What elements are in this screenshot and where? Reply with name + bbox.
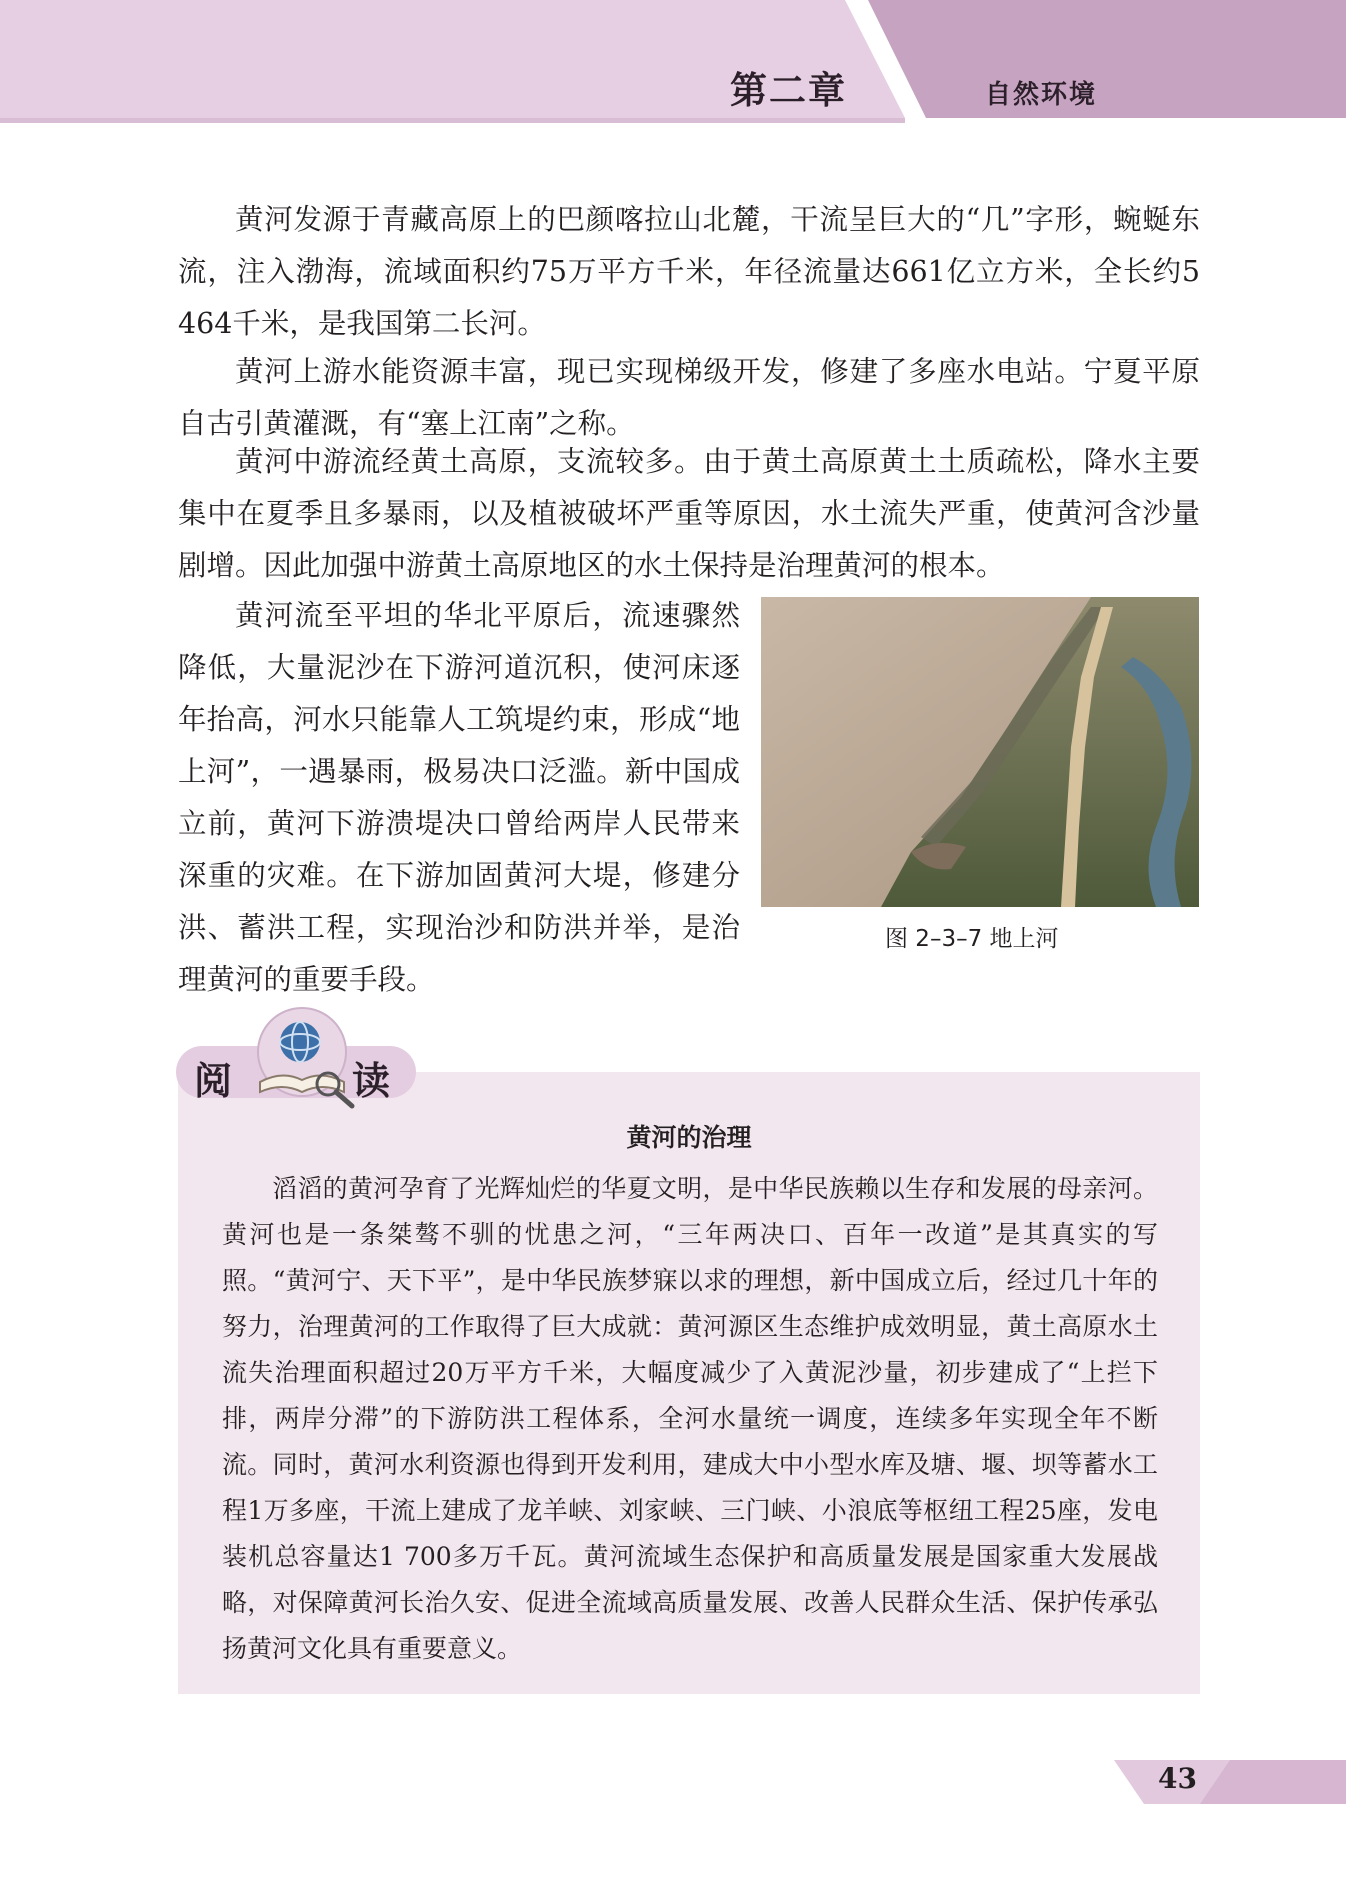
figure-caption: 图 2–3–7 地上河 [885,926,1059,952]
paragraph-source: 黄河发源于青藏高原上的巴颜喀拉山北麓，干流呈巨大的“几”字形，蜿蜒东流，注入渤海，流域面积约75万平方千米，年径流量达661亿立方米，全长约5 464千米，是我国第二长河。 [178,203,1200,340]
suspended-river-photo [761,597,1199,907]
reading-title: 黄河的治理 [626,1123,752,1152]
reading-tab-char-2: 读 [352,1059,391,1103]
chapter-title: 第二章 [730,69,847,112]
section-title: 自然环境 [985,80,1098,110]
paragraph-upper-reaches: 黄河上游水能资源丰富，现已实现梯级开发，修建了多座水电站。宁夏平原自古引黄灌溉，有“塞上江南”之称。 [178,355,1200,440]
header-band-right [868,0,1346,118]
page-number: 43 [1158,1762,1197,1795]
paragraph-middle-reaches: 黄河中游流经黄土高原，支流较多。由于黄土高原黄土土质疏松，降水主要集中在夏季且多暴雨，以及植被破坏严重等原因，水土流失严重，使黄河含沙量剧增。因此加强中游黄土高原地区的水土保持是治理黄河的根本。 [178,445,1200,582]
suspended-river-illustration [761,597,1199,907]
reading-tab-char-1: 阅 [194,1059,233,1103]
header-band-edge [0,118,905,123]
globe-book-icon [242,1004,362,1114]
reading-text: 滔滔的黄河孕育了光辉灿烂的华夏文明，是中华民族赖以生存和发展的母亲河。黄河也是一条桀骜不驯的忧患之河，“三年两决口、百年一改道”是其真实的写照。“黄河宁、天下平”，是中华民族梦寐以求的理想，新中国成立后，经过几十年的努力，治理黄河的工作取得了巨大成就：黄河源区生态维护成效明显，黄土高原水土流失治理面积超过20万平方千米，大幅度减少了入黄泥沙量，初步建成了“上拦下排，两岸分滞”的下游防洪工程体系，全河水量统一调度，连续多年实现全年不断流。同时，黄河水利资源也得到开发利用，建成大中小型水库及塘、堰、坝等蓄水工程1万多座，干流上建成了龙羊峡、刘家峡、三门峡、小浪底等枢纽工程25座，发电装机总容量达1 700多万千瓦。黄河流域生态保护和高质量发展是国家重大发展战略，对保障黄河长治久安、促进全流域高质量发展、改善人民群众生活、保护传承弘扬黄河文化具有重要意义。 [222,1174,1158,1663]
paragraph-lower-reaches: 黄河流至平坦的华北平原后，流速骤然降低，大量泥沙在下游河道沉积，使河床逐年抬高，河水只能靠人工筑堤约束，形成“地上河”，一遇暴雨，极易决口泛滥。新中国成立前，黄河下游溃堤决口曾给两岸人民带来深重的灾难。在下游加固黄河大堤，修建分洪、蓄洪工程，实现治沙和防洪并举，是治理黄河的重要手段。 [178,599,740,996]
